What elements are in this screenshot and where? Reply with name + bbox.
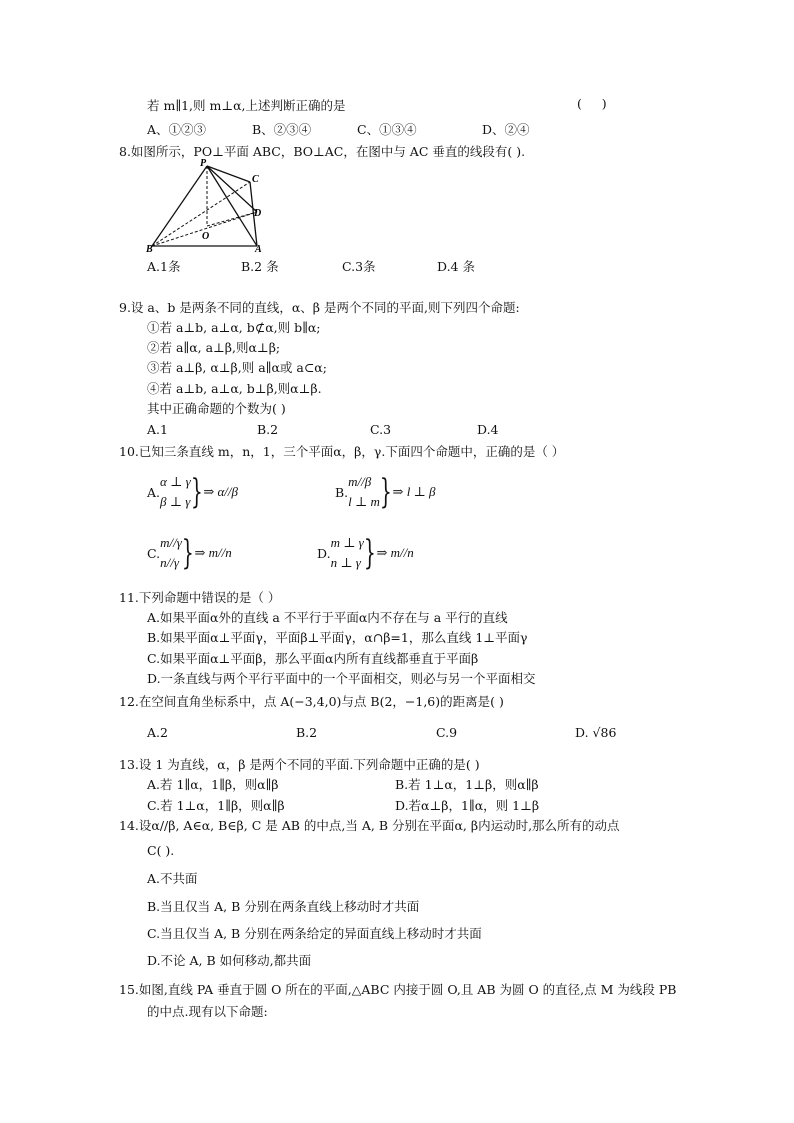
q10-stem: 10.已知三条直线 m，n，1，三个平面α，β，γ.下面四个命题中，正确的是（ ） [119, 444, 565, 459]
q10-option-c-top: m//γ [160, 535, 182, 550]
q10-option-b: B. m//β l ⊥ m } ⇒ l ⊥ β [335, 472, 436, 512]
q10-option-d-letter: D. [317, 545, 331, 561]
q13-option-b: B.若 1⊥α，1⊥β，则α∥β [395, 777, 539, 792]
q11-option-a: A.如果平面α外的直线 a 不平行于平面α内不存在与 a 平行的直线 [147, 610, 508, 625]
q9-item-1: ①若 a⊥b, a⊥α, b⊄α,则 b∥α; [147, 320, 321, 335]
q10-option-a-result: ⇒ α//β [203, 484, 238, 499]
q10-option-b-letter: B. [335, 484, 349, 500]
q14-stem: 14.设α//β, A∈α, B∈β, C 是 AB 的中点,当 A, B 分别在平面α, β内运动时,那么所有的动点 [119, 818, 620, 833]
q12-option-d: D. √86 [575, 725, 617, 740]
q7-option-b: B、②③④ [252, 122, 312, 137]
q10-option-b-result: ⇒ l ⊥ β [392, 484, 436, 499]
q9-question: 其中正确命题的个数为( ) [147, 401, 286, 416]
q10-option-d: D. m ⊥ γ n ⊥ γ } ⇒ m//n [317, 533, 414, 573]
q7-option-d: D、②④ [482, 122, 530, 137]
q7-answer-paren: ( ) [577, 96, 607, 111]
q8-option-a: A.1条 [147, 259, 181, 274]
q10-option-a-bottom: β ⊥ γ [160, 494, 191, 509]
q9-stem: 9.设 a、b 是两条不同的直线，α、β 是两个不同的平面,则下列四个命题: [119, 300, 520, 315]
q7-tail: 若 m∥1,则 m⊥α,上述判断正确的是 [147, 98, 346, 113]
q14-option-d: D.不论 A, B 如何移动,都共面 [147, 953, 312, 968]
q11-stem: 11.下列命题中错误的是（ ） [119, 590, 281, 605]
fig-label-a: A [255, 244, 262, 255]
q13-option-c: C.若 1⊥α，1∥β，则α∥β [147, 798, 285, 813]
q9-option-c: C.3 [370, 422, 392, 437]
q13-stem: 13.设 1 为直线，α，β 是两个不同的平面.下列命题中正确的是( ) [119, 757, 480, 772]
q7-option-a: A、①②③ [147, 122, 207, 137]
q10-option-c-result: ⇒ m//n [194, 545, 232, 560]
q7-option-c: C、①③④ [357, 122, 417, 137]
fig-label-c: C [252, 174, 259, 185]
q14-stem-continued: C( ). [147, 843, 175, 858]
q8-option-d: D.4 条 [437, 259, 475, 274]
q10-option-b-bottom: l ⊥ m [348, 494, 380, 509]
q8-option-c: C.3条 [342, 259, 376, 274]
q10-option-b-top: m//β [348, 474, 372, 489]
fig-label-p: P [200, 158, 207, 169]
q8-stem: 8.如图所示，PO⊥平面 ABC，BO⊥AC，在图中与 AC 垂直的线段有( ). [119, 144, 526, 159]
q10-option-a-top: α ⊥ γ [160, 474, 191, 489]
q8-option-b: B.2 条 [241, 259, 279, 274]
q15-stem: 15.如图,直线 PA 垂直于圆 O 所在的平面,△ABC 内接于圆 O,且 AB 为圆 O 的直径,点 M 为线段 PB [119, 982, 677, 997]
q10-option-d-result: ⇒ m//n [376, 545, 414, 560]
q14-option-b: B.当且仅当 A, B 分别在两条直线上移动时才共面 [147, 899, 420, 914]
q13-option-d: D.若α⊥β，1∥α，则 1⊥β [395, 798, 540, 813]
q10-option-c-bottom: n//γ [160, 555, 179, 570]
q10-option-a-letter: A. [147, 484, 161, 500]
q9-item-4: ④若 a⊥b, a⊥α, b⊥β,则α⊥β. [147, 381, 322, 396]
q13-option-a: A.若 1∥α，1∥β，则α∥β [147, 777, 279, 792]
q14-option-a: A.不共面 [147, 871, 198, 886]
q15-stem-continued: 的中点.现有以下命题: [147, 1004, 268, 1019]
q11-option-b: B.如果平面α⊥平面γ，平面β⊥平面γ，α∩β=1，那么直线 1⊥平面γ [147, 630, 528, 645]
q12-option-b: B.2 [296, 725, 318, 740]
q12-option-a: A.2 [147, 725, 168, 740]
q10-option-d-top: m ⊥ γ [330, 535, 364, 550]
q10-option-c: C. m//γ n//γ } ⇒ m//n [147, 533, 232, 573]
q11-option-c: C.如果平面α⊥平面β，那么平面α内所有直线都垂直于平面β [147, 651, 479, 666]
fig-label-o: O [202, 231, 210, 242]
q8-pyramid-figure [140, 156, 280, 256]
q9-option-d: D.4 [477, 422, 499, 437]
q9-item-2: ②若 a∥α, a⊥β,则α⊥β; [147, 340, 281, 355]
q12-option-c: C.9 [436, 725, 458, 740]
q11-option-d: D.一条直线与两个平行平面中的一个平面相交，则必与另一个平面相交 [147, 671, 536, 686]
q10-option-a: A. α ⊥ γ β ⊥ γ } ⇒ α//β [147, 472, 238, 512]
q10-option-d-bottom: n ⊥ γ [330, 555, 361, 570]
fig-label-d: D [254, 208, 262, 219]
fig-label-b: B [146, 244, 153, 255]
q9-item-3: ③若 a⊥β, α⊥β,则 a∥α或 a⊂α; [147, 360, 327, 375]
q12-stem: 12.在空间直角坐标系中，点 A(−3,4,0)与点 B(2，−1,6)的距离是( ) [119, 694, 504, 709]
q9-option-a: A.1 [147, 422, 168, 437]
q10-option-c-letter: C. [147, 545, 161, 561]
q9-option-b: B.2 [257, 422, 279, 437]
q14-option-c: C.当且仅当 A, B 分别在两条给定的异面直线上移动时才共面 [147, 926, 482, 941]
